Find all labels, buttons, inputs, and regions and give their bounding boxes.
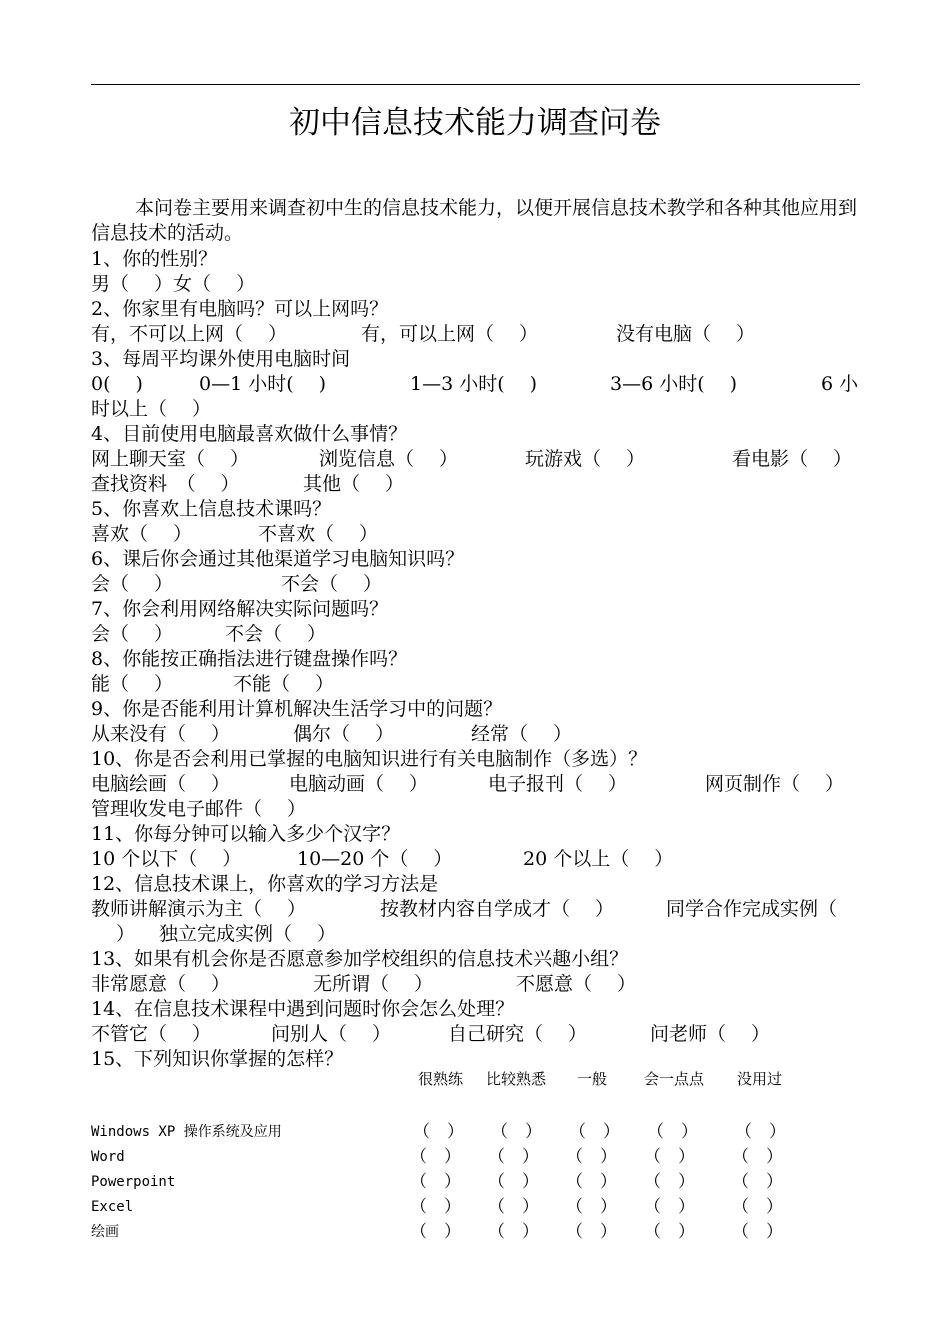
answer-option[interactable]: 偶尔（ ） <box>293 723 395 745</box>
skill-label: Word <box>91 1149 125 1165</box>
question-text: 12、信息技术课上，你喜欢的学习方法是 <box>91 873 439 895</box>
rating-blank[interactable]: （ ） <box>644 1172 695 1192</box>
answer-option[interactable]: 浏览信息（ ） <box>319 448 459 470</box>
answer-option[interactable]: 有，不可以上网（ ） <box>91 323 288 345</box>
intro-paragraph: 本问卷主要用来调查初中生的信息技术能力，以便开展信息技术教学和各种其他应用到信息技术的活动。 <box>91 197 858 244</box>
answer-option[interactable]: 问别人（ ） <box>271 1023 392 1045</box>
rating-blank[interactable]: （ ） <box>566 1147 617 1167</box>
answer-option[interactable]: ） <box>91 923 136 945</box>
answer-option[interactable]: 同学合作完成实例（ <box>666 898 838 920</box>
level-header: 比较熟悉 <box>486 1070 547 1088</box>
answer-option[interactable]: 不能（ ） <box>233 673 335 695</box>
question-text: 8、你能按正确指法进行键盘操作吗？ <box>91 648 408 670</box>
answer-option[interactable]: 电子报刊（ ） <box>488 773 628 795</box>
question-text: 4、目前使用电脑最喜欢做什么事情？ <box>91 423 408 445</box>
question-text: 2、你家里有电脑吗？可以上网吗？ <box>91 298 389 320</box>
answer-option[interactable]: 查找资料 （ ） <box>91 473 240 495</box>
question-text: 5、你喜欢上信息技术课吗？ <box>91 498 332 520</box>
rating-blank[interactable]: （ ） <box>488 1172 539 1192</box>
rating-blank[interactable]: （ ） <box>488 1222 539 1242</box>
answer-option[interactable]: 教师讲解演示为主（ ） <box>91 898 307 920</box>
answer-option[interactable]: 能（ ） <box>91 673 174 695</box>
answer-option[interactable]: 网页制作（ ） <box>705 773 845 795</box>
answer-option[interactable]: 网上聊天室（ ） <box>91 448 250 470</box>
answer-option[interactable]: 从来没有（ ） <box>91 723 231 745</box>
answer-option[interactable]: 独立完成实例（ ） <box>159 923 337 945</box>
skill-label: Excel <box>91 1199 134 1215</box>
answer-option[interactable]: 6 小 <box>821 373 859 395</box>
rating-blank[interactable]: （ ） <box>488 1197 539 1217</box>
answer-option[interactable]: 不愿意（ ） <box>516 973 637 995</box>
answer-option[interactable]: 男（ ）女（ ） <box>91 273 256 295</box>
rating-blank[interactable]: （ ） <box>566 1222 617 1242</box>
answer-option[interactable]: 看电影（ ） <box>732 448 853 470</box>
rating-blank[interactable]: （ ） <box>735 1122 786 1142</box>
rating-blank[interactable]: （ ） <box>732 1172 783 1192</box>
rating-blank[interactable]: （ ） <box>491 1122 542 1142</box>
answer-option[interactable]: 玩游戏（ ） <box>525 448 646 470</box>
answer-option[interactable]: 问老师（ ） <box>650 1023 771 1045</box>
question-text: 6、课后你会通过其他渠道学习电脑知识吗？ <box>91 548 465 570</box>
answer-option[interactable]: 会（ ） <box>91 623 174 645</box>
answer-option[interactable]: 非常愿意（ ） <box>91 973 231 995</box>
answer-option[interactable]: 时以上（ ） <box>91 398 212 420</box>
answer-option[interactable]: 按教材内容自学成才（ ） <box>380 898 615 920</box>
level-header: 会一点点 <box>644 1070 705 1088</box>
document-title: 初中信息技术能力调查问卷 <box>289 105 661 141</box>
answer-option[interactable]: 3—6 小时( ) <box>610 373 738 395</box>
answer-option[interactable]: 不喜欢（ ） <box>258 523 379 545</box>
question-text: 7、你会利用网络解决实际问题吗？ <box>91 598 389 620</box>
rating-blank[interactable]: （ ） <box>732 1197 783 1217</box>
answer-option[interactable]: 没有电脑（ ） <box>616 323 756 345</box>
answer-option[interactable]: 0( ) <box>91 373 143 395</box>
answer-option[interactable]: 不会（ ） <box>281 573 383 595</box>
answer-option[interactable]: 电脑绘画（ ） <box>91 773 231 795</box>
rating-blank[interactable]: （ ） <box>644 1222 695 1242</box>
answer-option[interactable]: 10 个以下（ ） <box>91 848 242 870</box>
answer-option[interactable]: 10—20 个（ ） <box>297 848 453 870</box>
question-text: 13、如果有机会你是否愿意参加学校组织的信息技术兴趣小组？ <box>91 948 629 970</box>
answer-option[interactable]: 电脑动画（ ） <box>289 773 429 795</box>
rating-blank[interactable]: （ ） <box>644 1197 695 1217</box>
answer-option[interactable]: 喜欢（ ） <box>91 523 193 545</box>
answer-option[interactable]: 经常（ ） <box>471 723 573 745</box>
level-header: 一般 <box>577 1070 608 1088</box>
rating-blank[interactable]: （ ） <box>410 1172 461 1192</box>
rating-blank[interactable]: （ ） <box>732 1222 783 1242</box>
answer-option[interactable]: 管理收发电子邮件（ ） <box>91 798 307 820</box>
rating-blank[interactable]: （ ） <box>410 1147 461 1167</box>
answer-option[interactable]: 1—3 小时( ) <box>410 373 538 395</box>
rating-blank[interactable]: （ ） <box>566 1197 617 1217</box>
rating-blank[interactable]: （ ） <box>732 1147 783 1167</box>
answer-option[interactable]: 不会（ ） <box>225 623 327 645</box>
rating-blank[interactable]: （ ） <box>569 1122 620 1142</box>
question-text: 10、你是否会利用已掌握的电脑知识进行有关电脑制作（多选）？ <box>91 748 648 770</box>
answer-option[interactable]: 其他（ ） <box>303 473 405 495</box>
rating-blank[interactable]: （ ） <box>413 1122 464 1142</box>
top-rule <box>91 84 860 85</box>
answer-option[interactable]: 0—1 小时( ) <box>199 373 327 395</box>
question-text: 11、你每分钟可以输入多少个汉字？ <box>91 823 401 845</box>
question-text: 3、每周平均课外使用电脑时间 <box>91 348 351 370</box>
question-text: 15、下列知识你掌握的怎样？ <box>91 1048 344 1070</box>
rating-blank[interactable]: （ ） <box>410 1197 461 1217</box>
level-header: 没用过 <box>737 1070 783 1088</box>
rating-blank[interactable]: （ ） <box>644 1147 695 1167</box>
answer-option[interactable]: 不管它（ ） <box>91 1023 212 1045</box>
question-text: 1、你的性别？ <box>91 248 218 270</box>
answer-option[interactable]: 无所谓（ ） <box>313 973 434 995</box>
answer-option[interactable]: 自己研究（ ） <box>448 1023 588 1045</box>
rating-blank[interactable]: （ ） <box>566 1172 617 1192</box>
skill-label: Windows XP 操作系统及应用 <box>91 1124 282 1140</box>
level-header: 很熟练 <box>418 1070 464 1088</box>
answer-option[interactable]: 会（ ） <box>91 573 174 595</box>
skill-label: 绘画 <box>91 1224 119 1240</box>
question-text: 9、你是否能利用计算机解决生活学习中的问题？ <box>91 698 503 720</box>
answer-option[interactable]: 有，可以上网（ ） <box>361 323 539 345</box>
question-text: 14、在信息技术课程中遇到问题时你会怎么处理？ <box>91 998 515 1020</box>
answer-option[interactable]: 20 个以上（ ） <box>523 848 674 870</box>
rating-blank[interactable]: （ ） <box>488 1147 539 1167</box>
rating-blank[interactable]: （ ） <box>647 1122 698 1142</box>
rating-blank[interactable]: （ ） <box>410 1222 461 1242</box>
skill-label: Powerpoint <box>91 1174 176 1190</box>
